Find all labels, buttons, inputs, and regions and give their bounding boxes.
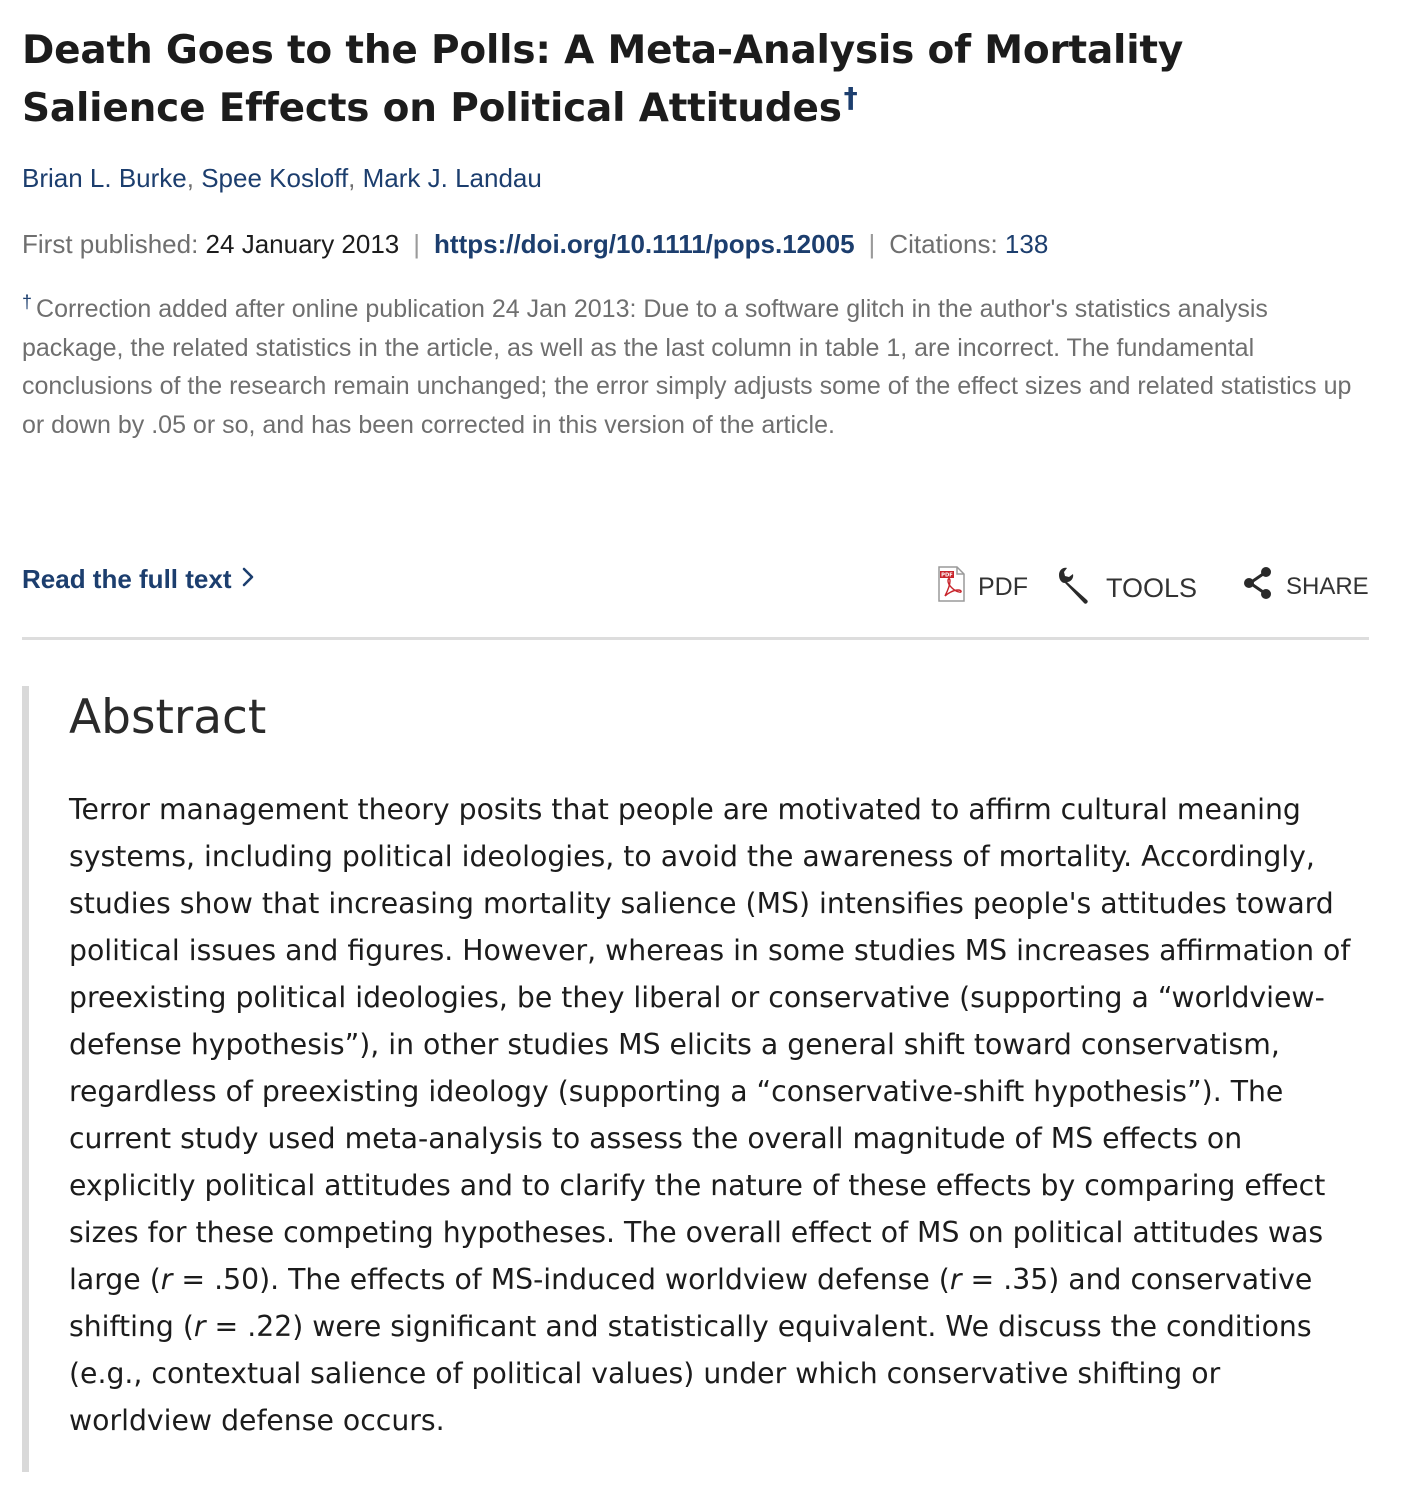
author-separator: , — [186, 163, 202, 193]
section-divider — [22, 637, 1369, 640]
read-full-text-label: Read the full text — [22, 564, 232, 594]
pdf-icon — [936, 566, 966, 609]
author-link[interactable]: Spee Kosloff — [201, 163, 349, 193]
correction-text: Correction added after online publication 24 Jan 2013: Due to a software glitch in the author's statistics analysis package, the related statistics in the article, as well as the last column in table 1, are incorrect. The fundamental conclusions of the research remain unchanged; the error simply adjusts some of the effect sizes and related statistics up or down by .05 or so, and has been corrected in this version of the article. — [22, 295, 1352, 439]
stat-symbol: r — [160, 1263, 173, 1296]
article-title-text: Death Goes to the Polls: A Meta-Analysis of Mortality Salience Effects on Political Attitudes — [22, 28, 1184, 131]
share-button[interactable] — [1242, 566, 1369, 607]
first-published-date: 24 January 2013 — [205, 229, 400, 259]
doi-link[interactable]: https://doi.org/10.1111/pops.12005 — [434, 229, 855, 259]
abstract-text: Terror management theory posits that people are motivated to affirm cultural meaning systems, including political ideologies, to avoid the awareness of mortality. Accordingly, studies show that increasing mortality salience (MS) intensifies people's attitudes toward political issues and figures. However, whereas in some studies MS increases affirmation of preexisting political ideologies, be they liberal or conservative (supporting a “worldview-defense hypothesis”), in other studies MS elicits a general shift toward conservatism, regardless of preexisting ideology (supporting a “conservative-shift hypothesis”). The current study used meta-analysis to assess the overall magnitude of MS effects on explicitly political attitudes and to clarify the nature of these effects by comparing effect sizes for these competing hypotheses. The overall effect of MS on political attitudes was large ( — [69, 793, 1351, 1296]
first-published-label: First published: — [22, 229, 199, 259]
stat-symbol: r — [193, 1310, 206, 1343]
correction-mark: † — [22, 292, 33, 312]
abstract-heading: Abstract — [69, 690, 267, 745]
title-correction-mark[interactable]: † — [843, 81, 858, 114]
author-list — [22, 160, 1369, 196]
pdf-label: PDF — [978, 573, 1028, 601]
author-link[interactable]: Mark J. Landau — [362, 163, 542, 193]
svg-text:PDF: PDF — [941, 572, 953, 579]
chevron-right-icon — [241, 564, 255, 595]
publication-info — [22, 226, 1369, 262]
abstract-text: = .50). The effects of MS-induced worldview defense ( — [172, 1263, 950, 1296]
wrench-icon — [1056, 566, 1094, 611]
info-separator: | — [868, 229, 876, 259]
read-full-text-link[interactable] — [22, 564, 255, 595]
citations-count-link[interactable]: 138 — [1004, 229, 1049, 259]
abstract-text: = .35) and conservative shifting ( — [69, 1263, 1313, 1343]
info-separator: | — [413, 229, 421, 259]
author-link[interactable]: Brian L. Burke — [22, 163, 187, 193]
tools-label: TOOLS — [1106, 573, 1198, 603]
correction-note — [22, 290, 1369, 444]
abstract-body — [69, 786, 1369, 1444]
author-separator: , — [348, 163, 363, 193]
article-actions-bar — [22, 560, 1369, 610]
share-label: SHARE — [1286, 572, 1369, 600]
pdf-button[interactable] — [936, 566, 1028, 609]
article-title — [22, 0, 1369, 138]
tools-button[interactable] — [1056, 566, 1197, 611]
stat-symbol: r — [949, 1263, 962, 1296]
abstract-text: = .22) were significant and statistically equivalent. We discuss the conditions (e.g., contextual salience of political values) under which conservative shifting or worldview defense occurs. — [69, 1310, 1312, 1437]
abstract-section — [22, 686, 1369, 1472]
share-icon — [1242, 566, 1274, 607]
citations-label: Citations: — [889, 229, 998, 259]
